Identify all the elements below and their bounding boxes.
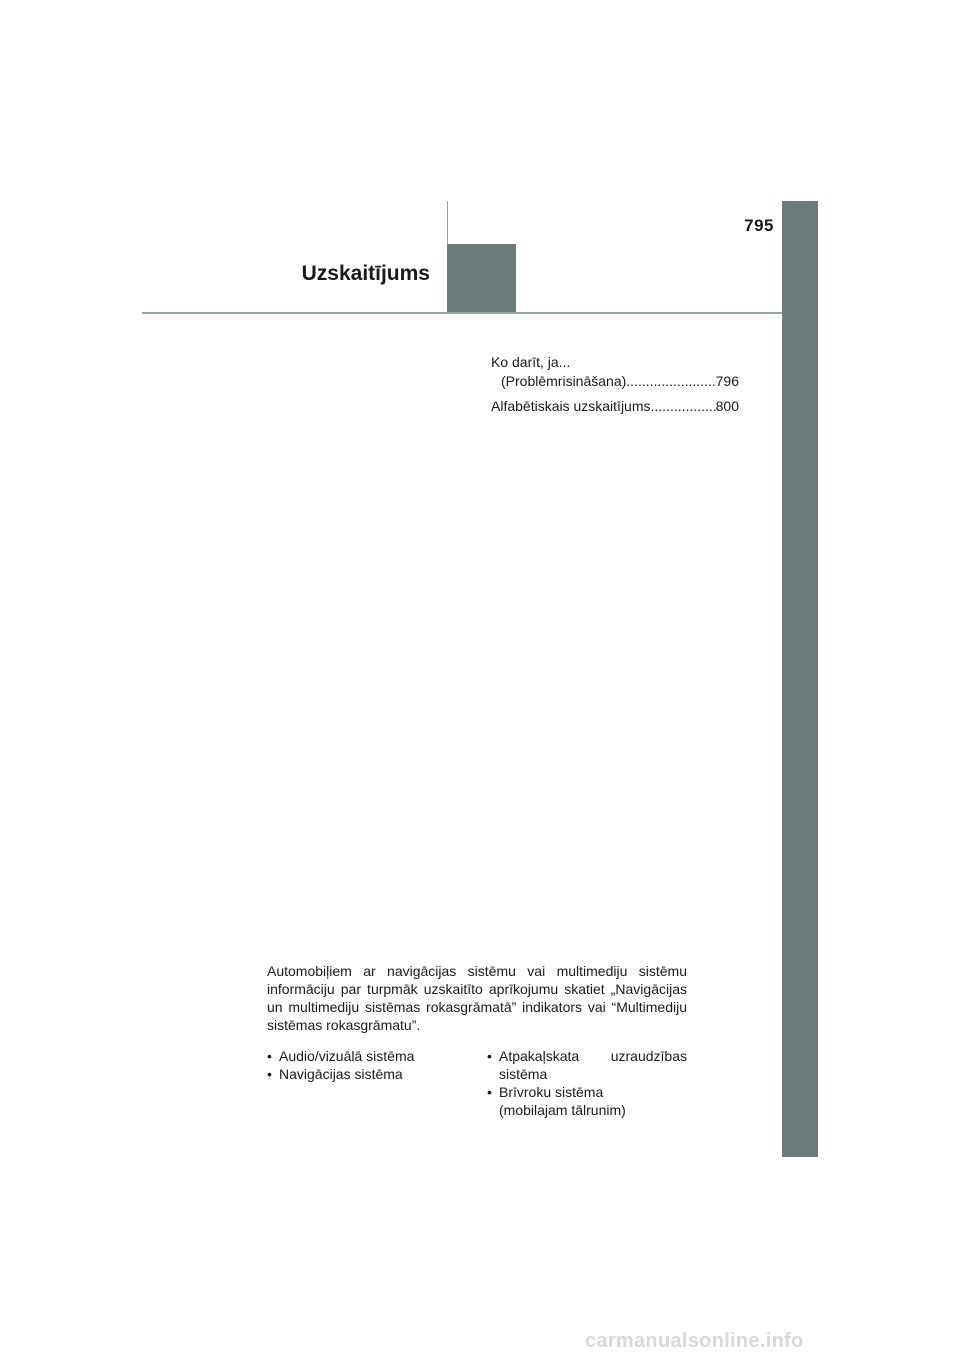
toc-entry-page: 800 <box>715 398 739 414</box>
page-number: 795 <box>744 216 774 235</box>
bullet-mark: • <box>487 1048 492 1064</box>
list-item: • Navigācijas sistēma <box>267 1066 403 1082</box>
chapter-side-tab <box>782 201 818 1157</box>
toc-entry-label: Alfabētiskais uzskaitījums <box>491 398 651 414</box>
list-item-word: uzraudzības <box>610 1048 687 1064</box>
list-item: • Audio/vizuālā sistēma <box>267 1048 415 1064</box>
toc-leader-dots <box>651 397 716 416</box>
equipment-list-right <box>487 1047 687 1119</box>
equipment-list-left <box>267 1047 457 1083</box>
bullet-mark: • <box>487 1084 492 1100</box>
bullet-mark: • <box>267 1048 272 1064</box>
multimedia-note-paragraph: Automobiļiem ar navigācijas sistēmu vai multimediju sistēmu informāciju par turpmāk uzskaitīto aprīkojumu skatiet „Navigācijas un multimediju sistēmas rokasgrāmatā” indikators vai “Multimediju sistēmas rokasgrāmatu”. <box>267 963 687 1033</box>
toc-entry-page: 796 <box>715 373 739 389</box>
table-of-contents <box>491 353 739 422</box>
list-item: • Brīvroku sistēma (mobilajam tālrunim) <box>487 1084 626 1118</box>
toc-entry-label: Ko darīt, ja... <box>491 354 571 370</box>
header-rule <box>142 312 782 314</box>
list-item: • Atpakaļskata uzraudzības sistēma <box>487 1048 687 1082</box>
toc-entry-troubleshooting[interactable] <box>491 353 739 391</box>
chapter-title: Uzskaitījums <box>301 262 430 285</box>
list-item-word: Atpakaļskata <box>499 1048 580 1064</box>
toc-entry-sublabel: (Problēmrisināšana) <box>501 373 627 389</box>
watermark-logo: carmanualsonline.info <box>585 1330 804 1352</box>
header-divider-vertical <box>447 201 448 245</box>
chapter-color-block <box>447 244 516 313</box>
bullet-mark: • <box>267 1066 272 1082</box>
toc-leader-dots <box>626 372 715 391</box>
toc-entry-alphabetical-index[interactable] <box>491 397 739 416</box>
